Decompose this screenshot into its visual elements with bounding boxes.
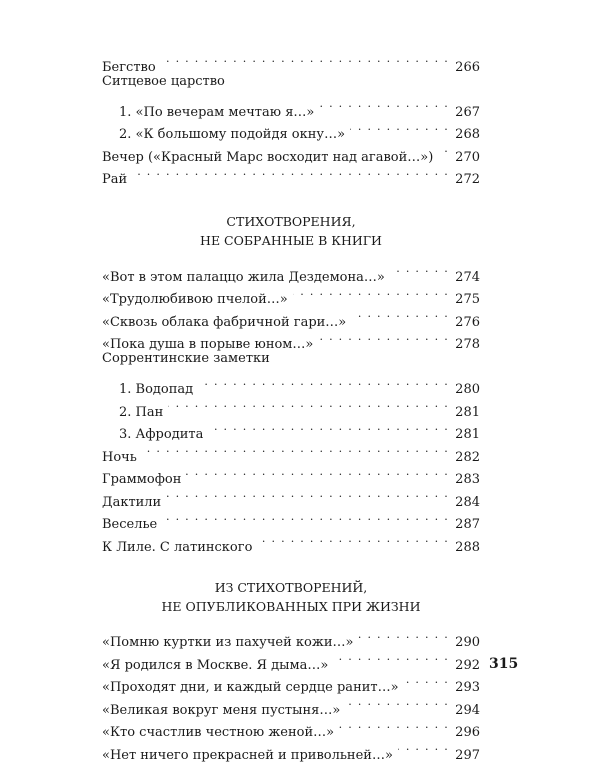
- toc-entry-title: 1. «По вечерам мечтаю я…»: [102, 102, 314, 125]
- dot-leader: [168, 393, 449, 416]
- toc-entry-title: 2. «К большому подойдя окну…»: [102, 124, 345, 147]
- dot-leader: [351, 303, 449, 326]
- dot-leader: [358, 624, 449, 647]
- toc-entry-page: 268: [454, 124, 480, 147]
- toc-entry-title: Рай: [102, 169, 127, 192]
- toc-entry-page: 296: [454, 722, 480, 745]
- toc-entry-page: 293: [454, 677, 480, 700]
- toc-entry-page: 281: [454, 424, 480, 447]
- toc-entry-title: Ситцевое царство: [102, 71, 480, 94]
- dot-leader: [318, 326, 449, 349]
- dot-leader: [438, 138, 449, 161]
- toc-entry-title: «Пока душа в порыве юном…»: [102, 334, 313, 357]
- toc-entry-page: 278: [454, 334, 480, 357]
- toc-entry-title: Ночь: [102, 447, 137, 470]
- dot-leader: [404, 669, 449, 692]
- toc-entry-page: 267: [454, 102, 480, 125]
- page-number: 315: [489, 656, 518, 672]
- dot-leader: [390, 258, 449, 281]
- toc-entry-page: 274: [454, 267, 480, 290]
- toc-entry-title: 2. Пан: [102, 402, 163, 425]
- toc-block-2: [102, 258, 480, 551]
- toc-entry-page: 283: [454, 469, 480, 492]
- dot-leader: [186, 461, 449, 484]
- toc-entry-page: 276: [454, 312, 480, 335]
- toc-entry-page: 290: [454, 632, 480, 655]
- dot-leader: [319, 93, 449, 116]
- toc-entry-title: «Кто счастлив честною женой…»: [102, 722, 334, 745]
- toc-entry-page: 280: [454, 379, 480, 402]
- section-heading-line: СТИХОТВОРЕНИЯ,: [102, 212, 480, 231]
- toc-entry-page: 272: [454, 169, 480, 192]
- dot-leader: [345, 691, 449, 714]
- toc-page: [102, 48, 480, 759]
- toc-entry: [102, 438, 480, 461]
- toc-entry: [102, 624, 480, 647]
- dot-leader: [166, 483, 449, 506]
- toc-entry-page: 297: [454, 745, 480, 767]
- toc-entry-title: Веселье: [102, 514, 157, 537]
- toc-entry-title: «Помню куртки из пахучей кожи…»: [102, 632, 353, 655]
- toc-entry: [102, 371, 480, 394]
- toc-group-heading: [102, 71, 480, 94]
- dot-leader: [132, 161, 449, 184]
- toc-entry: [102, 461, 480, 484]
- toc-entry: [102, 258, 480, 281]
- toc-entry-title: 1. Водопад: [102, 379, 193, 402]
- dot-leader: [162, 506, 449, 529]
- toc-entry-page: 282: [454, 447, 480, 470]
- dot-leader: [198, 371, 449, 394]
- section-heading-unpublished: [102, 578, 480, 616]
- toc-entry-title: Вечер («Красный Марс восходит над агавой…»): [102, 147, 433, 170]
- toc-entry-title: «Сквозь облака фабричной гари…»: [102, 312, 346, 335]
- dot-leader: [257, 528, 449, 551]
- section-heading-line: НЕ СОБРАННЫЕ В КНИГИ: [102, 231, 480, 250]
- toc-entry-page: 275: [454, 289, 480, 312]
- toc-block-1: [102, 48, 480, 183]
- dot-leader: [161, 48, 449, 71]
- dot-leader: [398, 736, 449, 759]
- toc-entry-page: 292: [454, 655, 480, 678]
- toc-entry-page: 270: [454, 147, 480, 170]
- toc-entry: [102, 48, 480, 71]
- toc-block-3: [102, 624, 480, 759]
- dot-leader: [333, 646, 449, 669]
- toc-entry-page: 281: [454, 402, 480, 425]
- dot-leader: [208, 416, 449, 439]
- toc-entry-title: 3. Афродита: [102, 424, 203, 447]
- dot-leader: [350, 116, 449, 139]
- section-heading-line: НЕ ОПУБЛИКОВАННЫХ ПРИ ЖИЗНИ: [102, 597, 480, 616]
- toc-entry-page: 294: [454, 700, 480, 723]
- toc-entry-title: «Нет ничего прекрасней и привольней…»: [102, 745, 393, 767]
- toc-entry: [102, 528, 480, 551]
- section-heading-uncollected: [102, 212, 480, 250]
- toc-entry-title: «Проходят дни, и каждый сердце ранит…»: [102, 677, 399, 700]
- toc-entry-title: «Великая вокруг меня пустыня…»: [102, 700, 340, 723]
- toc-entry-title: К Лиле. С латинского: [102, 537, 252, 560]
- toc-group-heading: [102, 348, 480, 371]
- toc-entry-title: Бегство: [102, 57, 156, 80]
- toc-entry-page: 266: [454, 57, 480, 80]
- section-heading-line: ИЗ СТИХОТВОРЕНИЙ,: [102, 578, 480, 597]
- toc-entry-title: Дактили: [102, 492, 161, 515]
- dot-leader: [293, 281, 449, 304]
- toc-entry-title: «Я родился в Москве. Я дыма…»: [102, 655, 328, 678]
- toc-entry-title: «Трудолюбивою пчелой…»: [102, 289, 288, 312]
- toc-entry-title: Граммофон: [102, 469, 181, 492]
- dot-leader: [339, 714, 449, 737]
- toc-entry-page: 287: [454, 514, 480, 537]
- toc-entry-title: «Вот в этом палаццо жила Дездемона…»: [102, 267, 385, 290]
- dot-leader: [142, 438, 449, 461]
- toc-entry-page: 284: [454, 492, 480, 515]
- toc-entry: [102, 93, 480, 116]
- toc-entry-title: Соррентинские заметки: [102, 348, 480, 371]
- toc-entry-page: 288: [454, 537, 480, 560]
- toc-entry: [102, 161, 480, 184]
